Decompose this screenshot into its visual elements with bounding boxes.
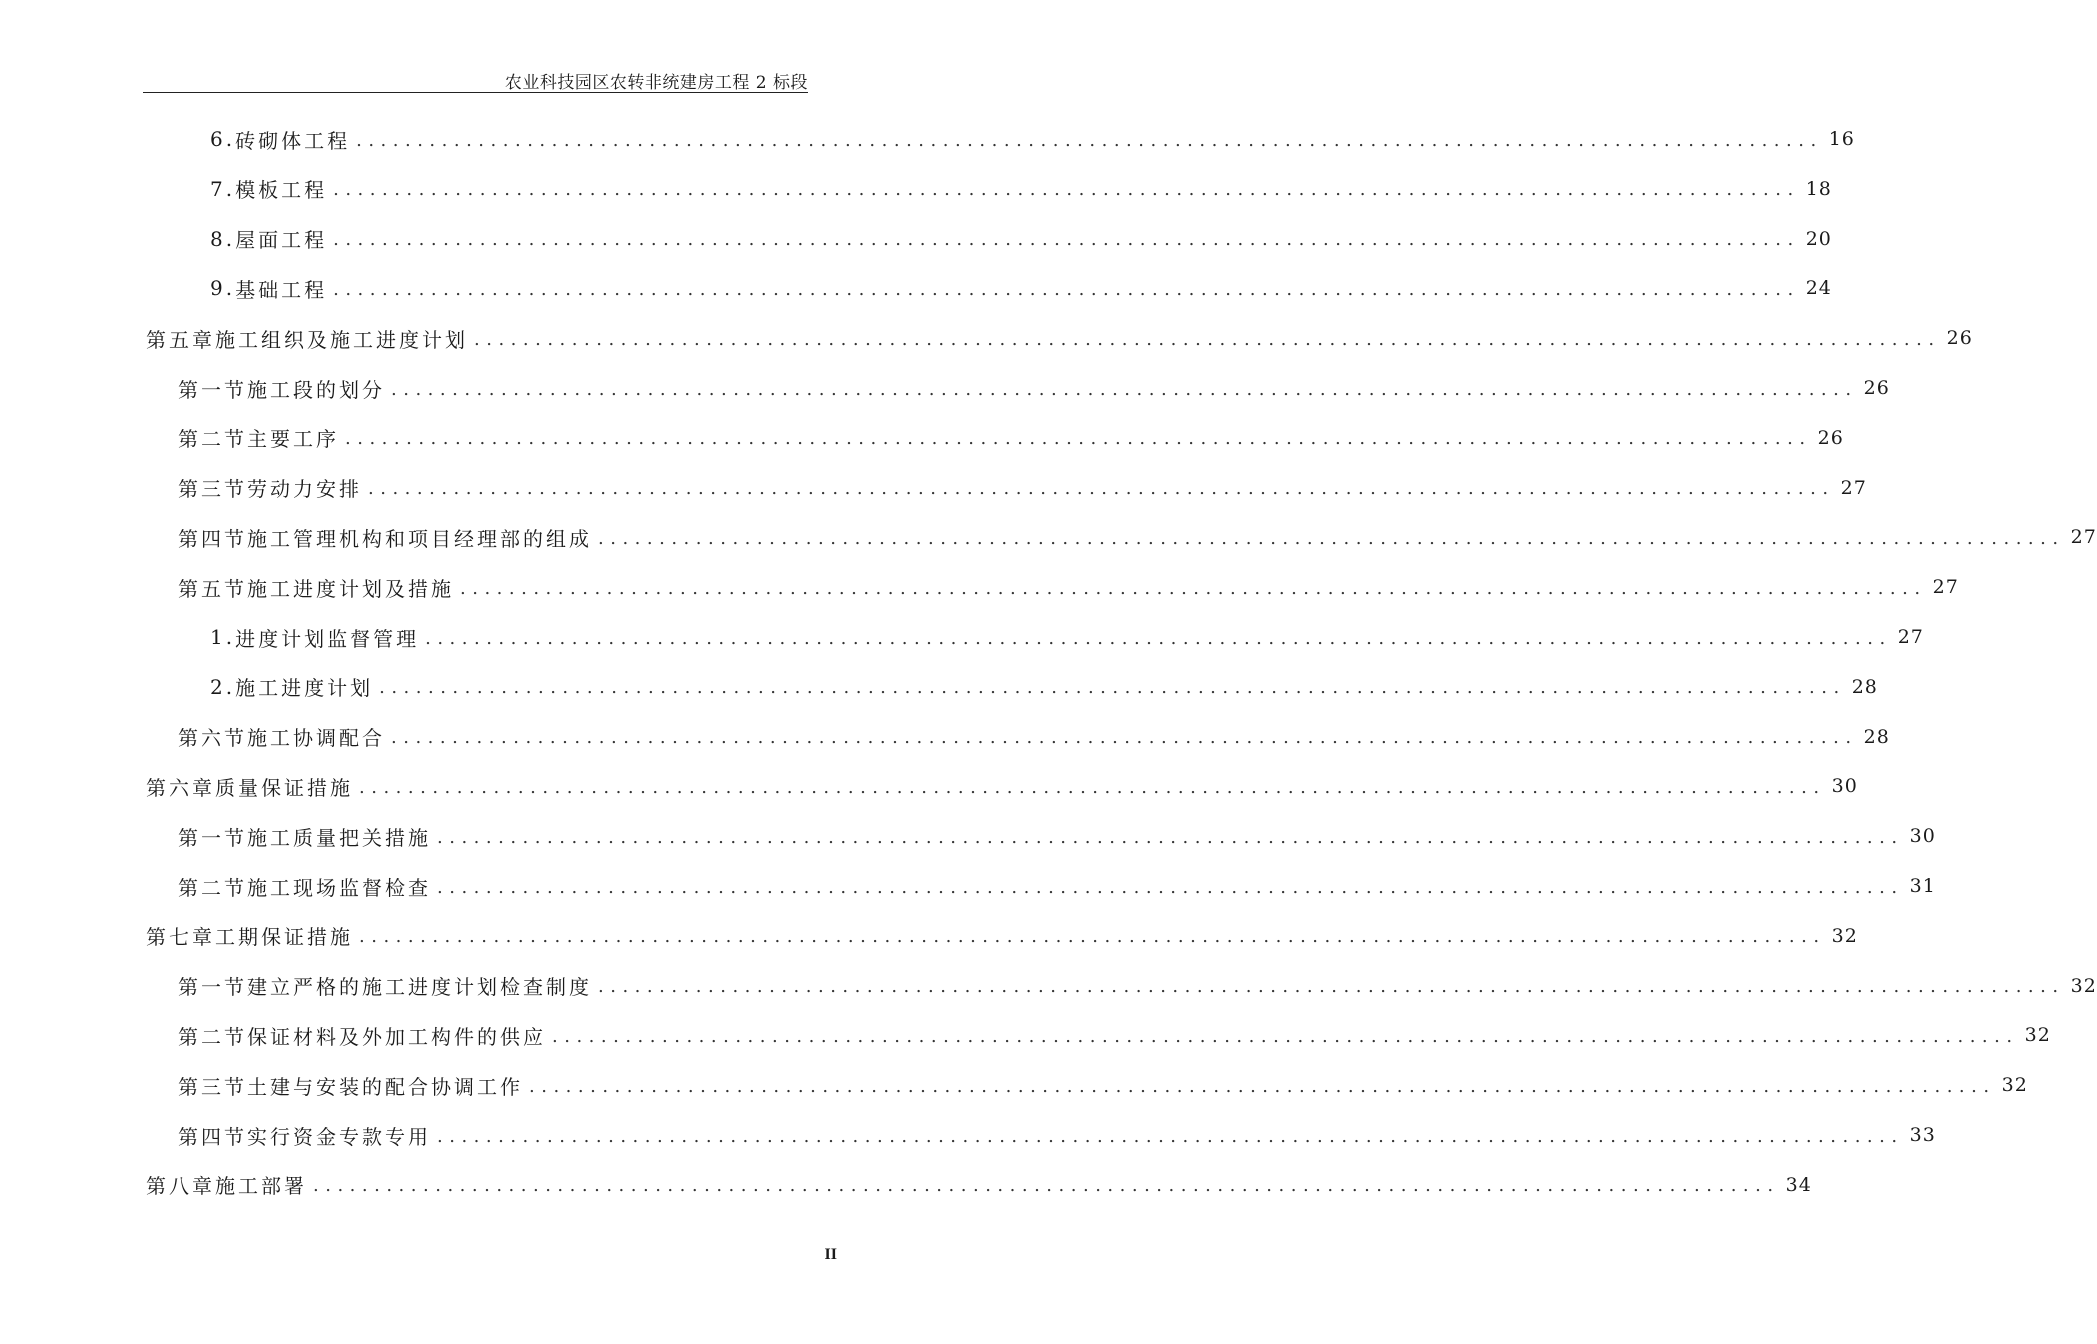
toc-leader-dots: ........................................................................................................................ bbox=[333, 278, 1800, 300]
toc-entry-title: 施工质量把关措施 bbox=[247, 825, 431, 850]
toc-entry-title: 模板工程 bbox=[235, 178, 328, 203]
toc-entry[interactable] bbox=[210, 215, 1832, 263]
toc-entry-number: 第五章 bbox=[146, 327, 215, 352]
toc-entry-title: 工期保证措施 bbox=[215, 925, 353, 950]
toc-entry[interactable] bbox=[146, 912, 1858, 960]
toc-entry-page: 30 bbox=[1909, 825, 1936, 848]
toc-entry-title: 施工段的划分 bbox=[247, 377, 385, 402]
toc-entry-number: 第三节 bbox=[178, 477, 247, 502]
toc-entry-page: 27 bbox=[1897, 626, 1924, 648]
toc-entry-title: 施工管理机构和项目经理部的组成 bbox=[247, 526, 592, 551]
toc-leader-dots: ........................................................................................................................ bbox=[391, 727, 1858, 749]
toc-entry[interactable] bbox=[178, 1061, 2028, 1109]
toc-entry[interactable] bbox=[178, 414, 1844, 462]
toc-entry-number: 8. bbox=[210, 226, 236, 251]
toc-entry-title: 土建与安装的配合协调工作 bbox=[247, 1074, 523, 1099]
toc-entry[interactable] bbox=[178, 563, 1959, 611]
toc-entry[interactable] bbox=[178, 364, 1890, 412]
toc-entry-number: 第三节 bbox=[178, 1074, 247, 1099]
toc-entry-number: 第一节 bbox=[178, 975, 247, 1000]
toc-leader-dots: ........................................................................................................................ bbox=[345, 428, 1812, 450]
toc-entry-number: 1. bbox=[210, 625, 236, 649]
toc-entry-title: 质量保证措施 bbox=[215, 775, 353, 800]
toc-entry[interactable] bbox=[146, 314, 1973, 362]
toc-entry[interactable] bbox=[210, 663, 1878, 711]
toc-entry-number: 6. bbox=[210, 127, 236, 151]
toc-entry[interactable] bbox=[210, 115, 1855, 163]
toc-entry-title: 主要工序 bbox=[247, 427, 339, 452]
toc-entry-page: 34 bbox=[1785, 1173, 1812, 1196]
toc-entry-page: 24 bbox=[1805, 277, 1832, 300]
toc-entry-page: 32 bbox=[2024, 1024, 2051, 1047]
toc-entry-title: 砖砌体工程 bbox=[235, 128, 351, 153]
toc-leader-dots: ........................................................................................................................ bbox=[552, 1025, 2019, 1047]
toc-entry-title: 施工现场监督检查 bbox=[247, 875, 431, 900]
toc-entry-number: 9. bbox=[210, 276, 236, 301]
page-header bbox=[143, 62, 808, 93]
toc-entry-page: 26 bbox=[1946, 327, 1973, 350]
toc-entry[interactable] bbox=[178, 962, 2097, 1010]
toc-entry[interactable] bbox=[178, 812, 1936, 860]
toc-entry[interactable] bbox=[210, 264, 1832, 312]
toc-entry[interactable] bbox=[178, 713, 1890, 761]
toc-entry-page: 16 bbox=[1828, 128, 1855, 150]
toc-entry[interactable] bbox=[210, 165, 1832, 213]
toc-entry-title: 进度计划监督管理 bbox=[235, 626, 420, 651]
toc-entry-page: 30 bbox=[1831, 775, 1858, 798]
toc-entry-page: 32 bbox=[2001, 1074, 2028, 1097]
toc-leader-dots: ........................................................................................................................ bbox=[598, 976, 2065, 998]
toc-leader-dots: ........................................................................................................................ bbox=[313, 1175, 1780, 1197]
toc-entry-number: 第四节 bbox=[178, 1124, 247, 1149]
toc-entry-number: 第七章 bbox=[146, 925, 215, 950]
toc-leader-dots: ........................................................................................................................ bbox=[437, 1125, 1904, 1147]
toc-entry[interactable] bbox=[178, 1011, 2051, 1059]
toc-entry-page: 18 bbox=[1805, 177, 1832, 200]
toc-entry-page: 32 bbox=[1831, 924, 1858, 947]
toc-leader-dots: ........................................................................................................................ bbox=[437, 876, 1904, 898]
toc-entry-page: 33 bbox=[1909, 1124, 1936, 1146]
toc-entry-page: 32 bbox=[2070, 974, 2097, 997]
toc-entry-number: 2. bbox=[210, 674, 236, 699]
toc-entry-number: 第四节 bbox=[178, 526, 247, 551]
toc-leader-dots: ........................................................................................................................ bbox=[359, 776, 1826, 798]
toc-entry-page: 20 bbox=[1805, 227, 1832, 250]
toc-leader-dots: ........................................................................................................................ bbox=[333, 179, 1800, 201]
toc-entry-title: 实行资金专款专用 bbox=[247, 1124, 431, 1149]
toc-entry-page: 28 bbox=[1851, 675, 1878, 698]
toc-entry-page: 27 bbox=[2070, 526, 2097, 549]
toc-entry-number: 第五节 bbox=[178, 576, 247, 601]
toc-entry-title: 施工进度计划及措施 bbox=[247, 576, 454, 601]
toc-entry-number: 第六节 bbox=[178, 726, 247, 751]
toc-leader-dots: ........................................................................................................................ bbox=[391, 378, 1858, 400]
toc-entry-page: 27 bbox=[1932, 576, 1959, 599]
toc-entry-title: 建立严格的施工进度计划检查制度 bbox=[247, 975, 592, 1000]
toc-leader-dots: ........................................................................................................................ bbox=[359, 926, 1826, 948]
toc-entry-page: 31 bbox=[1909, 875, 1936, 897]
toc-leader-dots: ........................................................................................................................ bbox=[460, 577, 1927, 599]
toc-entry-number: 第六章 bbox=[146, 775, 215, 800]
toc-entry-number: 第二节 bbox=[178, 1024, 247, 1049]
toc-entry[interactable] bbox=[146, 1161, 1812, 1209]
toc-entry-number: 7. bbox=[210, 176, 236, 201]
toc-entry-title: 施工进度计划 bbox=[235, 676, 374, 701]
toc-entry-title: 屋面工程 bbox=[235, 228, 328, 253]
toc-entry[interactable] bbox=[210, 613, 1924, 661]
toc-entry-page: 26 bbox=[1817, 426, 1844, 449]
toc-leader-dots: ........................................................................................................................ bbox=[474, 328, 1941, 350]
toc-leader-dots: ........................................................................................................................ bbox=[333, 229, 1800, 251]
toc-entry-number: 第一节 bbox=[178, 377, 247, 402]
toc-leader-dots: ........................................................................................................................ bbox=[529, 1075, 1996, 1097]
toc-entry-number: 第二节 bbox=[178, 427, 247, 452]
toc-entry-number: 第二节 bbox=[178, 875, 247, 900]
toc-entry-title: 施工组织及施工进度计划 bbox=[215, 327, 468, 352]
header-title: 农业科技园区农转非统建房工程 2 标段 bbox=[504, 73, 808, 93]
toc-entry-title: 劳动力安排 bbox=[247, 477, 362, 502]
toc-leader-dots: ........................................................................................................................ bbox=[356, 129, 1823, 151]
toc-entry[interactable] bbox=[178, 513, 2097, 561]
toc-entry-page: 27 bbox=[1840, 476, 1867, 499]
page-number: II bbox=[824, 1246, 837, 1263]
toc-entry[interactable] bbox=[146, 762, 1858, 810]
toc-entry-page: 26 bbox=[1863, 377, 1890, 399]
toc-entry-page: 28 bbox=[1863, 725, 1890, 748]
toc-entry-number: 第一节 bbox=[178, 825, 247, 850]
toc-entry[interactable] bbox=[178, 464, 1867, 512]
toc-leader-dots: ........................................................................................................................ bbox=[598, 527, 2065, 549]
toc-entry-number: 第八章 bbox=[146, 1174, 215, 1199]
toc-leader-dots: ........................................................................................................................ bbox=[437, 826, 1904, 848]
toc-leader-dots: ........................................................................................................................ bbox=[379, 677, 1846, 699]
toc-entry-title: 施工协调配合 bbox=[247, 726, 385, 751]
toc-leader-dots: ........................................................................................................................ bbox=[368, 478, 1835, 500]
toc-entry[interactable] bbox=[178, 1111, 1936, 1159]
toc-entry[interactable] bbox=[178, 862, 1936, 910]
toc-leader-dots: ........................................................................................................................ bbox=[425, 627, 1892, 649]
toc-entry-title: 施工部署 bbox=[215, 1174, 307, 1199]
toc-entry-title: 基础工程 bbox=[235, 277, 328, 302]
toc-entry-title: 保证材料及外加工构件的供应 bbox=[247, 1024, 546, 1049]
